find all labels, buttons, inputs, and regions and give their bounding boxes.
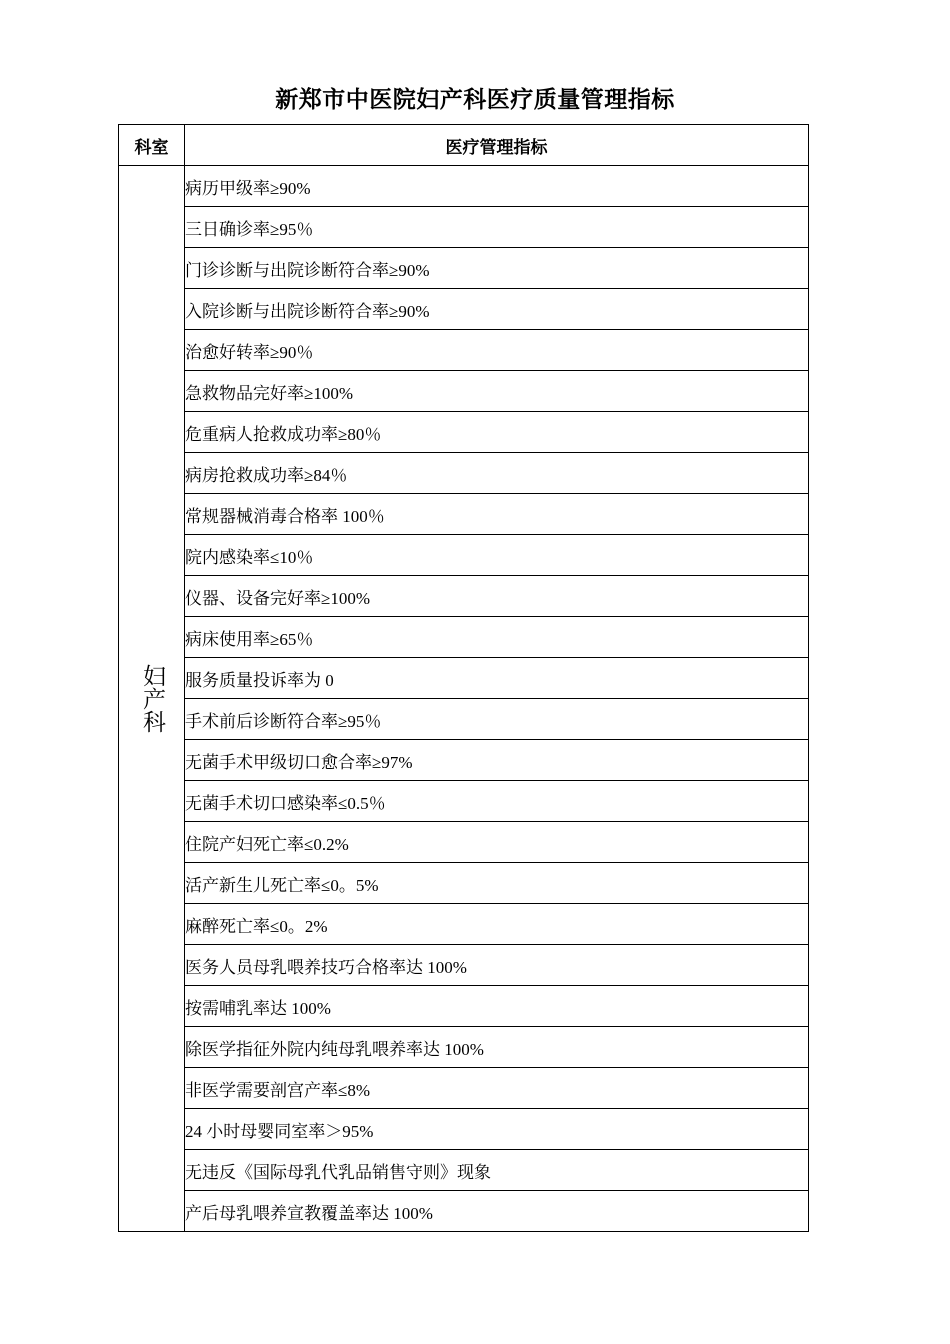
table-row: [119, 945, 809, 986]
indicator-cell: 无菌手术甲级切口愈合率≥97%: [185, 740, 809, 781]
table-row: [119, 822, 809, 863]
table-row: [119, 658, 809, 699]
indicator-cell: 服务质量投诉率为 0: [185, 658, 809, 699]
table-row: [119, 371, 809, 412]
indicator-cell: 住院产妇死亡率≤0.2%: [185, 822, 809, 863]
table-row: [119, 1109, 809, 1150]
indicator-cell: 无菌手术切口感染率≤0.5％: [185, 781, 809, 822]
indicator-cell: 按需哺乳率达 100%: [185, 986, 809, 1027]
header-department: 科室: [119, 125, 185, 166]
table-row: [119, 740, 809, 781]
table-row: [119, 207, 809, 248]
indicator-cell: 产后母乳喂养宣教覆盖率达 100%: [185, 1191, 809, 1232]
department-cell: [119, 166, 185, 1232]
table-row: [119, 535, 809, 576]
table-row: [119, 412, 809, 453]
table-row: [119, 289, 809, 330]
table-row: [119, 453, 809, 494]
indicator-cell: 门诊诊断与出院诊断符合率≥90%: [185, 248, 809, 289]
department-name: 妇产科: [139, 664, 165, 733]
indicator-table: [118, 124, 809, 1232]
table-row: [119, 863, 809, 904]
indicator-cell: 医务人员母乳喂养技巧合格率达 100%: [185, 945, 809, 986]
header-indicators: 医疗管理指标: [185, 125, 809, 166]
indicator-cell: 除医学指征外院内纯母乳喂养率达 100%: [185, 1027, 809, 1068]
indicator-cell: 仪器、设备完好率≥100%: [185, 576, 809, 617]
indicator-cell: 麻醉死亡率≤0。2%: [185, 904, 809, 945]
table-row: [119, 1027, 809, 1068]
indicator-cell: 入院诊断与出院诊断符合率≥90%: [185, 289, 809, 330]
table-row: [119, 330, 809, 371]
table-row: [119, 781, 809, 822]
page-title: 新郑市中医院妇产科医疗质量管理指标: [275, 87, 675, 113]
table-header-row: [119, 125, 809, 166]
indicator-cell: 无违反《国际母乳代乳品销售守则》现象: [185, 1150, 809, 1191]
table-row: [119, 248, 809, 289]
indicator-cell: 常规器械消毒合格率 100％: [185, 494, 809, 535]
indicator-cell: 三日确诊率≥95％: [185, 207, 809, 248]
table-row: [119, 617, 809, 658]
table-row: [119, 1150, 809, 1191]
indicator-cell: 手术前后诊断符合率≥95％: [185, 699, 809, 740]
table-row: [119, 1191, 809, 1232]
indicator-cell: 危重病人抢救成功率≥80％: [185, 412, 809, 453]
indicator-cell: 非医学需要剖宫产率≤8%: [185, 1068, 809, 1109]
table-row: [119, 576, 809, 617]
indicator-cell: 病历甲级率≥90%: [185, 166, 809, 207]
indicator-cell: 院内感染率≤10％: [185, 535, 809, 576]
table-row: [119, 166, 809, 207]
indicator-cell: 治愈好转率≥90％: [185, 330, 809, 371]
indicator-cell: 活产新生儿死亡率≤0。5%: [185, 863, 809, 904]
table-row: [119, 904, 809, 945]
table-body: [119, 166, 809, 1232]
indicator-cell: 病房抢救成功率≥84％: [185, 453, 809, 494]
table-row: [119, 699, 809, 740]
indicator-cell: 24 小时母婴同室率＞95%: [185, 1109, 809, 1150]
table-row: [119, 986, 809, 1027]
table-row: [119, 1068, 809, 1109]
indicator-cell: 急救物品完好率≥100%: [185, 371, 809, 412]
table-row: [119, 494, 809, 535]
indicator-cell: 病床使用率≥65％: [185, 617, 809, 658]
